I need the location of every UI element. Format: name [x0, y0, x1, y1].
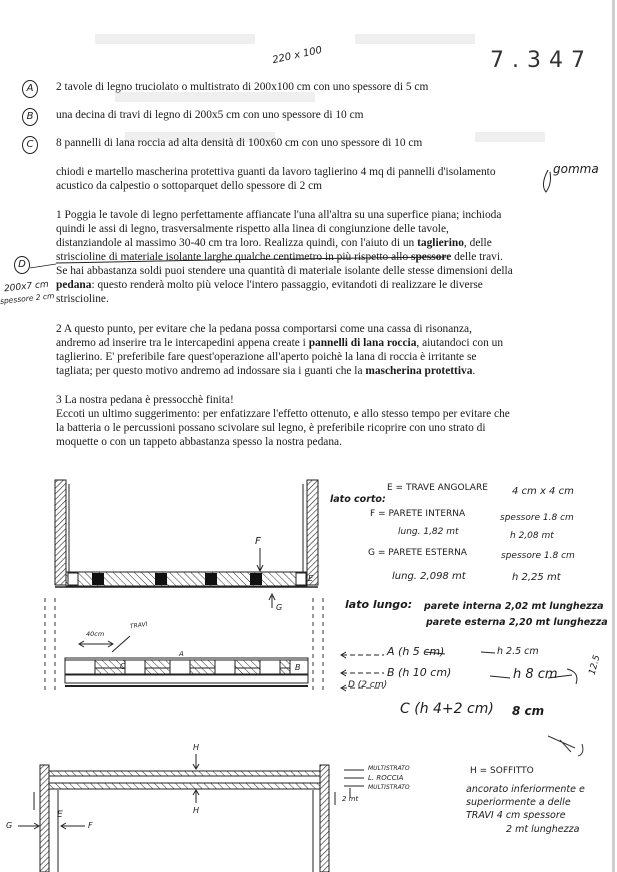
marker-b: B	[22, 108, 38, 126]
legend-h-4: 2 mt lunghezza	[506, 824, 580, 835]
top-note: 220 x 100	[271, 44, 324, 67]
step2-line-4: tagliata; per questo motivo andremo ad indossare sia i guanti che la mascherina protettiva.	[56, 365, 476, 377]
step1-line-7: striscioline.	[56, 293, 109, 305]
diagram-label-2mt: 2 mt	[342, 795, 359, 803]
step2-line-3: taglierino. E' preferibile fare quest'operazione all'aperto poichè la lana di roccia è irritante se	[56, 351, 477, 363]
legend-g-altezza: h 2,25 mt	[512, 572, 561, 583]
legend-c-h: 8 cm	[512, 704, 545, 718]
step1-line-2: quindi le assi di legno, trasversalmente rispetto alla linea di congiunzione delle tavole,	[56, 223, 449, 235]
marker-c: C	[22, 136, 38, 154]
step3-line-3: la batteria o le percussioni possano scivolare sul legno, è preferibile ricoprire con uno strato di	[56, 422, 486, 434]
diagram-label-f-lower: F	[88, 821, 93, 830]
diagram-label-a: A	[179, 650, 184, 658]
step1-line-4: striscioline di materiale isolante larghe qualche centimetro in più rispetto allo spessore delle travi.	[56, 251, 503, 263]
diagram-label-travi: TRAVI	[129, 620, 148, 631]
legend-c: C (h 4+2 cm)	[400, 701, 494, 717]
diagram-label-g-lower: G	[6, 821, 13, 830]
legend-e: E = TRAVE ANGOLARE	[387, 483, 488, 493]
step2-line-1: 2 A questo punto, per evitare che la pedana possa comportarsi come una cassa di risonanza,	[56, 323, 472, 335]
legend-a: A (h 5 cm)	[387, 645, 445, 658]
diagram-label-e-lower: E	[57, 810, 63, 820]
diagram-label-f: F	[255, 536, 261, 547]
legend-b-side: 12.5	[587, 654, 603, 676]
legend-b-h: h 8 cm	[513, 667, 558, 682]
margin-note-thickness: spessore 2 cm	[0, 291, 55, 306]
legend-lato-lungo-1: parete interna 2,02 mt lunghezza	[424, 601, 604, 612]
layer-b	[65, 675, 308, 683]
step3-line-1: 3 La nostra pedana è pressocchè finita!	[56, 394, 234, 406]
diagram-label-e: E	[308, 574, 314, 583]
page-number: 7.347	[490, 48, 593, 73]
legend-g-spessore: spessore 1.8 cm	[501, 551, 575, 561]
diagram-label-g: G	[276, 603, 283, 612]
diagram-label-40cm: 40cm	[86, 630, 105, 638]
item-a: 2 tavole di legno truciolato o multistrato di 200x100 cm con uno spessore di 5 cm	[56, 81, 429, 93]
wall-left-outer	[55, 480, 66, 585]
diagram-label-multistrato-1: MULTISTRATO	[368, 765, 410, 772]
legend-e-dim: 4 cm x 4 cm	[512, 486, 574, 497]
step3-line-4: moquette o con un tappeto abbastanza spesso la nostra pedana.	[56, 436, 342, 448]
wall-right-outer	[307, 480, 318, 585]
diagram-label-b: B	[295, 663, 301, 672]
step1-line-6: pedana: questo renderà molto più veloce l'intero passaggio, evitandoti di realizzare le diverse	[56, 279, 483, 291]
marker-d: D	[14, 256, 30, 274]
legend-f-spessore: spessore 1.8 cm	[500, 513, 574, 523]
diagram-label-h-top: H	[193, 743, 200, 752]
lower-wall-left	[40, 765, 49, 872]
legend-a-h: h 2.5 cm	[497, 646, 539, 657]
diagram-label-c: C	[120, 662, 126, 671]
legend-h-1: ancorato inferiormente e	[466, 784, 585, 795]
legend-h-2: superiormente a delle	[466, 797, 571, 808]
diagram-label-roccia: L. ROCCIA	[368, 774, 404, 782]
step3-line-2: Eccoti un ultimo suggerimento: per enfatizzare l'effetto ottenuto, e allo stesso tempo per evitare che	[56, 408, 510, 420]
legend-f-lunghezza: lung. 1,82 mt	[398, 527, 459, 537]
legend-g-lunghezza: lung. 2,098 mt	[392, 571, 466, 582]
step1-line-3: distanziandole al massimo 30-40 cm tra loro. Realizza quindi, con l'aiuto di un taglierino, delle	[56, 237, 492, 249]
legend-f-altezza: h 2,08 mt	[510, 531, 554, 541]
legend-h-3: TRAVI 4 cm spessore	[466, 810, 566, 821]
tools-note: gomma	[553, 162, 599, 176]
lower-wall-right	[320, 765, 329, 872]
legend-lato-lungo: lato lungo:	[345, 598, 413, 611]
step1-line-5: Se hai abbastanza soldi puoi stendere una quantità di materiale isolante delle stesse dimensioni della	[56, 265, 513, 277]
tools-line-2: acustico da calpestio o sottoparquet dello spessore di 2 cm	[56, 180, 323, 192]
legend-lato-lungo-2: parete esterna 2,20 mt lunghezza	[426, 617, 608, 628]
step2-line-2: andremo ad inserire tra le intercapedini appena create i pannelli di lana roccia, aiutandoci con un	[56, 337, 504, 349]
step1-line-1: 1 Poggia le tavole di legno perfettamente affiancate l'una all'altra su una superfice piana; inchioda	[56, 209, 502, 221]
tools-line-1: chiodi e martello mascherina protettiva guanti da lavoro taglierino 4 mq di pannelli d'isolamento	[56, 166, 496, 178]
legend-f: F = PARETE INTERNA	[370, 509, 466, 519]
item-c: 8 pannelli di lana roccia ad alta densità di 100x60 cm con uno spessore di 10 cm	[56, 137, 423, 149]
margin-note-dim: 200x7 cm	[3, 279, 50, 295]
marker-a: A	[22, 80, 38, 98]
legend-d: D (2 cm)	[348, 680, 388, 690]
legend-h: H = SOFFITTO	[470, 766, 534, 776]
legend-g: G = PARETE ESTERNA	[368, 548, 467, 558]
legend-lato-corto: lato corto:	[330, 494, 386, 505]
item-b: una decina di travi di legno di 200x5 cm con uno spessore di 10 cm	[56, 109, 364, 121]
diagram-label-multistrato-2: MULTISTRATO	[368, 784, 410, 791]
legend-b: B (h 10 cm)	[387, 666, 452, 679]
diagram-label-h-bottom: H	[193, 806, 200, 815]
